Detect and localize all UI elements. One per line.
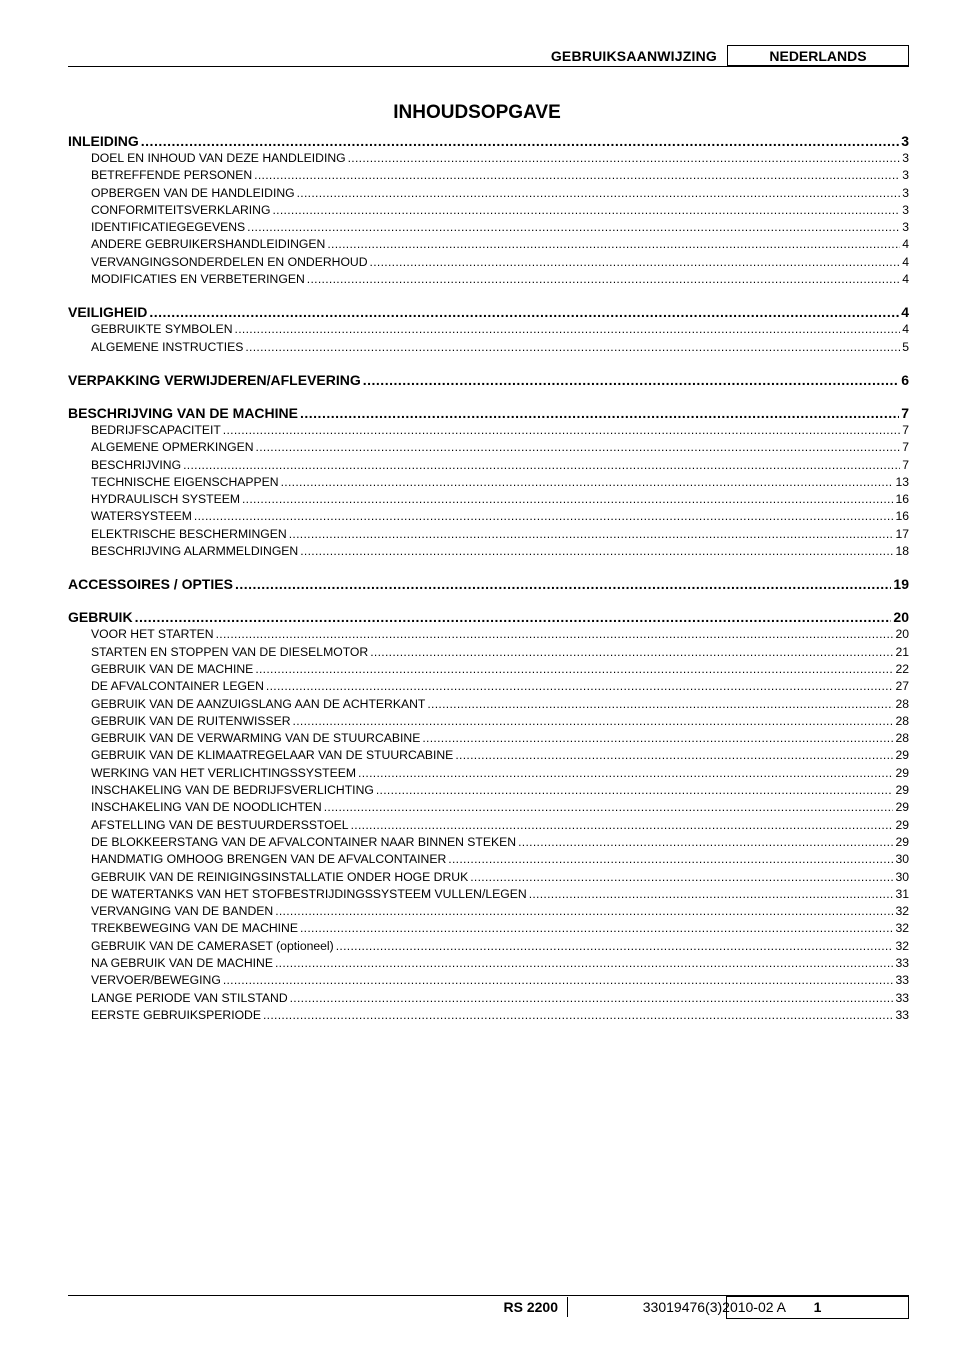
toc-leader-dots — [307, 271, 900, 288]
toc-item-title: VERVOER/BEWEGING — [91, 973, 221, 988]
toc-item — [68, 508, 909, 525]
toc-item — [68, 1007, 909, 1024]
toc-leader-dots — [275, 903, 893, 920]
toc-item-page: 4 — [902, 272, 909, 287]
toc-item-page: 33 — [895, 990, 909, 1005]
toc-item — [68, 236, 909, 253]
toc-item-page: 33 — [895, 1007, 909, 1022]
toc-section-entry — [68, 405, 909, 422]
toc-item — [68, 150, 909, 167]
toc-item-title: VERVANGING VAN DE BANDEN — [91, 904, 274, 919]
toc-section-page: 6 — [901, 371, 909, 388]
toc-leader-dots — [300, 920, 893, 937]
toc-item — [68, 185, 909, 202]
toc-item-page: 17 — [895, 526, 909, 541]
toc-leader-dots — [336, 938, 894, 955]
toc-section-entry — [68, 609, 909, 626]
toc-item-page: 28 — [895, 713, 909, 728]
toc-item-title: NA GEBRUIK VAN DE MACHINE — [91, 955, 273, 970]
header-title: GEBRUIKSAANWIJZING — [550, 48, 717, 64]
toc-leader-dots — [247, 219, 900, 236]
toc-section — [68, 133, 909, 288]
toc-item-page: 18 — [895, 544, 909, 559]
toc-item-title: HYDRAULISCH SYSTEEM — [91, 492, 240, 507]
toc-item-title: WERKING VAN HET VERLICHTINGSSYSTEEM — [91, 765, 357, 780]
toc-leader-dots — [427, 696, 893, 713]
toc-leader-dots — [254, 167, 900, 184]
toc-item — [68, 219, 909, 236]
toc-leader-dots — [223, 972, 894, 989]
toc-item — [68, 491, 909, 508]
toc-item — [68, 990, 909, 1007]
toc-item-title: DE WATERTANKS VAN HET STOFBESTRIJDINGSSYSTEEM VULLEN/LEGEN — [91, 886, 527, 901]
toc-item-title: BEDRIJFSCAPACITEIT — [91, 422, 221, 437]
toc-item-title: TREKBEWEGING VAN DE MACHINE — [91, 921, 298, 936]
toc-leader-dots — [235, 321, 901, 338]
toc-leader-dots — [223, 422, 900, 439]
toc-item — [68, 526, 909, 543]
table-of-contents — [68, 133, 909, 1040]
toc-leader-dots — [235, 576, 891, 593]
toc-leader-dots — [255, 661, 893, 678]
toc-leader-dots — [216, 626, 894, 643]
toc-leader-dots — [141, 133, 899, 150]
toc-item-title: GEBRUIK VAN DE VERWARMING VAN DE STUURCABINE — [91, 731, 421, 746]
toc-item-page: 29 — [895, 748, 909, 763]
toc-leader-dots — [448, 851, 893, 868]
toc-item — [68, 543, 909, 560]
toc-item — [68, 869, 909, 886]
toc-item — [68, 696, 909, 713]
toc-item — [68, 799, 909, 816]
toc-item-page: 5 — [902, 339, 909, 354]
toc-item-title: INSCHAKELING VAN DE BEDRIJFSVERLICHTING — [91, 783, 374, 798]
footer-model: RS 2200 — [503, 1299, 558, 1315]
toc-item — [68, 920, 909, 937]
toc-leader-dots — [289, 526, 894, 543]
toc-leader-dots — [275, 955, 893, 972]
toc-leader-dots — [348, 150, 901, 167]
toc-item — [68, 851, 909, 868]
toc-item — [68, 678, 909, 695]
toc-leader-dots — [293, 713, 894, 730]
toc-item-page: 7 — [902, 422, 909, 437]
toc-item — [68, 955, 909, 972]
toc-item — [68, 730, 909, 747]
toc-item-page: 3 — [902, 202, 909, 217]
toc-item — [68, 661, 909, 678]
toc-leader-dots — [363, 372, 899, 389]
toc-item-page: 16 — [895, 509, 909, 524]
toc-leader-dots — [455, 747, 893, 764]
toc-leader-dots — [470, 869, 893, 886]
toc-leader-dots — [245, 339, 900, 356]
toc-item-title: GEBRUIK VAN DE KLIMAATREGELAAR VAN DE STUURCABINE — [91, 748, 454, 763]
toc-item-title: EERSTE GEBRUIKSPERIODE — [91, 1007, 261, 1022]
toc-item-page: 33 — [895, 973, 909, 988]
toc-section-entry — [68, 304, 909, 321]
toc-item — [68, 474, 909, 491]
toc-item — [68, 834, 909, 851]
toc-item-title: ANDERE GEBRUIKERSHANDLEIDINGEN — [91, 237, 326, 252]
toc-section-title: VERPAKKING VERWIJDEREN/AFLEVERING — [68, 371, 361, 388]
toc-section-title: ACCESSOIRES / OPTIES — [68, 576, 233, 593]
toc-item-page: 13 — [895, 474, 909, 489]
header-rule — [68, 66, 909, 67]
toc-leader-dots — [327, 236, 900, 253]
toc-item-title: BESCHRIJVING ALARMMELDINGEN — [91, 544, 299, 559]
toc-item-page: 29 — [895, 834, 909, 849]
toc-item — [68, 747, 909, 764]
toc-item-title: GEBRUIK VAN DE AANZUIGSLANG AAN DE ACHTERKANT — [91, 696, 426, 711]
toc-item — [68, 271, 909, 288]
toc-leader-dots — [518, 834, 893, 851]
toc-item-title: STARTEN EN STOPPEN VAN DE DIESELMOTOR — [91, 644, 369, 659]
toc-item-title: HANDMATIG OMHOOG BRENGEN VAN DE AFVALCONTAINER — [91, 852, 447, 867]
toc-item-page: 4 — [902, 322, 909, 337]
toc-leader-dots — [242, 491, 893, 508]
toc-item-page: 20 — [895, 627, 909, 642]
toc-leader-dots — [422, 730, 893, 747]
page-header — [68, 45, 909, 67]
toc-section — [68, 405, 909, 560]
toc-leader-dots — [297, 185, 901, 202]
page-title: INHOUDSOPGAVE — [393, 102, 561, 123]
toc-item-page: 4 — [902, 237, 909, 252]
toc-leader-dots — [256, 439, 901, 456]
toc-item-title: GEBRUIK VAN DE REINIGINGSINSTALLATIE ONDER HOGE DRUK — [91, 869, 469, 884]
toc-leader-dots — [376, 782, 894, 799]
toc-section-page: 19 — [893, 576, 909, 593]
toc-section — [68, 372, 909, 389]
toc-item-page: 33 — [895, 955, 909, 970]
toc-section — [68, 609, 909, 1024]
toc-item-page: 7 — [902, 440, 909, 455]
toc-item-title: GEBRUIK VAN DE RUITENWISSER — [91, 713, 291, 728]
toc-item-page: 29 — [895, 765, 909, 780]
toc-item — [68, 782, 909, 799]
toc-section-title: VEILIGHEID — [68, 304, 148, 321]
toc-leader-dots — [370, 254, 901, 271]
toc-leader-dots — [281, 474, 894, 491]
toc-item-title: TECHNISCHE EIGENSCHAPPEN — [91, 474, 279, 489]
toc-item — [68, 626, 909, 643]
toc-item-title: CONFORMITEITSVERKLARING — [91, 202, 271, 217]
toc-item-title: GEBRUIK VAN DE CAMERASET (optioneel) — [91, 938, 334, 953]
toc-item — [68, 938, 909, 955]
toc-section-page: 3 — [901, 133, 909, 149]
toc-item-title: VOOR HET STARTEN — [91, 627, 214, 642]
toc-item-title: DOEL EN INHOUD VAN DEZE HANDLEIDING — [91, 151, 346, 165]
toc-item-title: WATERSYSTEEM — [91, 509, 192, 524]
toc-item — [68, 439, 909, 456]
toc-item — [68, 254, 909, 271]
toc-item — [68, 644, 909, 661]
footer-doc-code: 33019476(3)2010-02 A — [642, 1299, 786, 1315]
toc-item-page: 32 — [895, 921, 909, 936]
toc-item-title: IDENTIFICATIEGEGEVENS — [91, 220, 246, 235]
toc-leader-dots — [529, 886, 894, 903]
toc-item-page: 27 — [895, 679, 909, 694]
toc-item-title: BETREFFENDE PERSONEN — [91, 168, 253, 183]
toc-item — [68, 457, 909, 474]
toc-item — [68, 903, 909, 920]
toc-leader-dots — [324, 799, 894, 816]
toc-leader-dots — [266, 678, 894, 695]
toc-item — [68, 167, 909, 184]
toc-leader-dots — [351, 817, 894, 834]
toc-section — [68, 304, 909, 356]
toc-item — [68, 339, 909, 356]
toc-leader-dots — [358, 765, 893, 782]
toc-item-page: 3 — [902, 168, 909, 183]
toc-item-page: 31 — [895, 886, 909, 901]
toc-leader-dots — [149, 304, 899, 321]
footer-page-number: 1 — [726, 1296, 909, 1319]
toc-item-page: 29 — [895, 783, 909, 798]
toc-item-page: 30 — [895, 869, 909, 884]
toc-leader-dots — [290, 990, 894, 1007]
toc-leader-dots — [300, 543, 893, 560]
toc-section-entry — [68, 372, 909, 389]
toc-item — [68, 321, 909, 338]
toc-leader-dots — [370, 644, 893, 661]
toc-item — [68, 422, 909, 439]
toc-leader-dots — [135, 609, 892, 626]
toc-item-title: DE AFVALCONTAINER LEGEN — [91, 679, 264, 694]
toc-item-page: 22 — [895, 661, 909, 676]
toc-item-title: GEBRUIK VAN DE MACHINE — [91, 661, 254, 676]
toc-section-title: INLEIDING — [68, 133, 139, 149]
toc-item-page: 16 — [895, 492, 909, 507]
toc-item-title: ALGEMENE OPMERKINGEN — [91, 440, 254, 455]
toc-item-title: ALGEMENE INSTRUCTIES — [91, 339, 244, 354]
toc-leader-dots — [300, 405, 899, 422]
toc-item-title: MODIFICATIES EN VERBETERINGEN — [91, 272, 305, 287]
toc-item-title: INSCHAKELING VAN DE NOODLICHTEN — [91, 800, 322, 815]
toc-item-title: BESCHRIJVING — [91, 457, 182, 472]
toc-section-page: 7 — [901, 404, 909, 421]
toc-item-title: LANGE PERIODE VAN STILSTAND — [91, 990, 288, 1005]
toc-item-title: GEBRUIKTE SYMBOLEN — [91, 322, 233, 337]
toc-item-page: 29 — [895, 800, 909, 815]
toc-item-page: 28 — [895, 696, 909, 711]
toc-item-page: 3 — [902, 151, 909, 165]
toc-item-title: ELEKTRISCHE BESCHERMINGEN — [91, 526, 287, 541]
toc-item-page: 28 — [895, 731, 909, 746]
toc-item-page: 30 — [895, 852, 909, 867]
header-language-box: NEDERLANDS — [727, 45, 909, 66]
toc-leader-dots — [194, 508, 894, 525]
toc-leader-dots — [272, 202, 900, 219]
toc-item-page: 29 — [895, 817, 909, 832]
toc-section — [68, 576, 909, 593]
toc-leader-dots — [183, 457, 900, 474]
toc-item-page: 32 — [895, 904, 909, 919]
toc-item-page: 7 — [902, 457, 909, 472]
toc-item-title: DE BLOKKEERSTANG VAN DE AFVALCONTAINER NAAR BINNEN STEKEN — [91, 834, 517, 849]
toc-item — [68, 202, 909, 219]
toc-item-page: 4 — [902, 254, 909, 269]
toc-section-entry — [68, 133, 909, 150]
toc-section-page: 4 — [901, 304, 909, 321]
toc-item — [68, 817, 909, 834]
toc-leader-dots — [263, 1007, 893, 1024]
toc-section-title: BESCHRIJVING VAN DE MACHINE — [68, 404, 298, 421]
page-footer — [68, 1295, 909, 1319]
toc-section-page: 20 — [893, 609, 909, 626]
toc-item-page: 3 — [902, 220, 909, 235]
toc-item-title: AFSTELLING VAN DE BESTUURDERSSTOEL — [91, 817, 349, 832]
toc-section-title: GEBRUIK — [68, 609, 133, 626]
toc-item-title: OPBERGEN VAN DE HANDLEIDING — [91, 185, 295, 200]
toc-item-page: 21 — [895, 644, 909, 659]
toc-item-title: VERVANGINGSONDERDELEN EN ONDERHOUD — [91, 254, 368, 269]
toc-item-page: 32 — [895, 938, 909, 953]
toc-item — [68, 886, 909, 903]
toc-item — [68, 765, 909, 782]
toc-item — [68, 972, 909, 989]
toc-section-entry — [68, 576, 909, 593]
toc-item — [68, 713, 909, 730]
toc-item-page: 3 — [902, 185, 909, 200]
